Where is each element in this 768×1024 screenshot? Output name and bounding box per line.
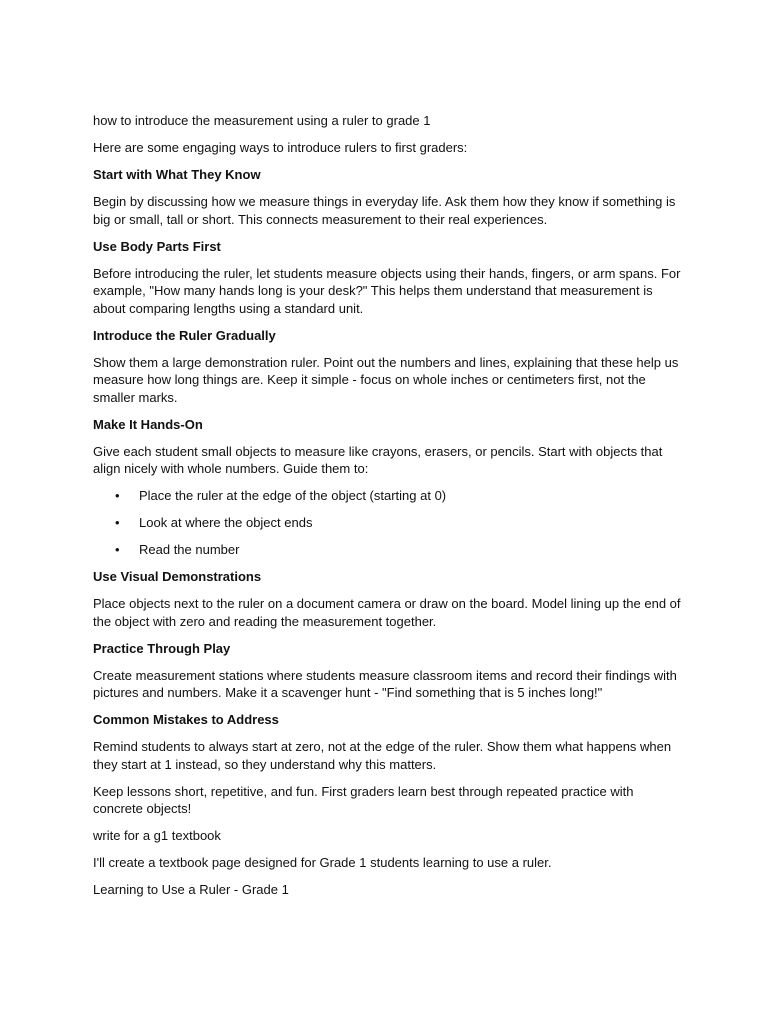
section-heading-hands-on: Make It Hands-On [93,416,203,432]
bullet-icon: • [115,542,120,557]
section-heading-use-body-parts: Use Body Parts First [93,238,221,254]
section-heading-visual-demonstrations: Use Visual Demonstrations [93,569,262,584]
section-heading-introduce-ruler: Introduce the Ruler Gradually [93,327,276,343]
closing-paragraph: Keep lessons short, repetitive, and fun. First graders learn best through repeated practice with concrete objects! [93,783,634,816]
textbook-page-title: Learning to Use a Ruler - Grade 1 [93,882,289,897]
hands-on-bullet-list [93,487,683,559]
section-heading-start-with-what-they-know: Start with What They Know [93,167,261,182]
section-heading-common-mistakes: Common Mistakes to Address [93,712,279,727]
followup-prompt: write for a g1 textbook [93,828,221,843]
section-text-introduce-ruler: Show them a large demonstration ruler. Point out the numbers and lines, explaining that these help us measure how long things are. Keep it simple - focus on whole inches or centimeters first, not the smaller marks. [93,354,679,405]
bullet-icon: • [115,515,120,530]
document-page [93,112,683,908]
intro-paragraph: Here are some engaging ways to introduce rulers to first graders: [93,140,468,155]
list-item-text: Look at where the object ends [139,515,313,530]
bullet-icon: • [115,488,120,503]
list-item [93,487,683,505]
section-text-visual-demonstrations: Place objects next to the ruler on a document camera or draw on the board. Model lining up the end of the object with zero and reading the measurement together. [93,596,681,629]
list-item [93,514,683,532]
list-item [93,541,683,559]
response-intro: I'll create a textbook page designed for Grade 1 students learning to use a ruler. [93,855,552,870]
section-text-start-with-what-they-know: Begin by discussing how we measure things in everyday life. Ask them how they know if something is big or small, tall or short. This connects measurement to their real experiences. [93,194,676,227]
section-text-practice-through-play: Create measurement stations where students measure classroom items and record their findings with pictures and numbers. Make it a scavenger hunt - "Find something that is 5 inches long!" [93,667,677,700]
section-text-use-body-parts: Before introducing the ruler, let students measure objects using their hands, fingers, or arm spans. For example, "How many hands long is your desk?" This helps them understand that measurement is about comparing lengths using a standard unit. [93,265,681,316]
user-prompt: how to introduce the measurement using a ruler to grade 1 [93,113,431,128]
section-text-hands-on: Give each student small objects to measure like crayons, erasers, or pencils. Start with objects that align nicely with whole numbers. Guide them to: [93,443,663,476]
section-text-common-mistakes: Remind students to always start at zero, not at the edge of the ruler. Show them what happens when they start at 1 instead, so they understand why this matters. [93,739,672,772]
list-item-text: Read the number [139,542,240,557]
section-heading-practice-through-play: Practice Through Play [93,640,231,656]
list-item-text: Place the ruler at the edge of the object (starting at 0) [139,488,447,503]
